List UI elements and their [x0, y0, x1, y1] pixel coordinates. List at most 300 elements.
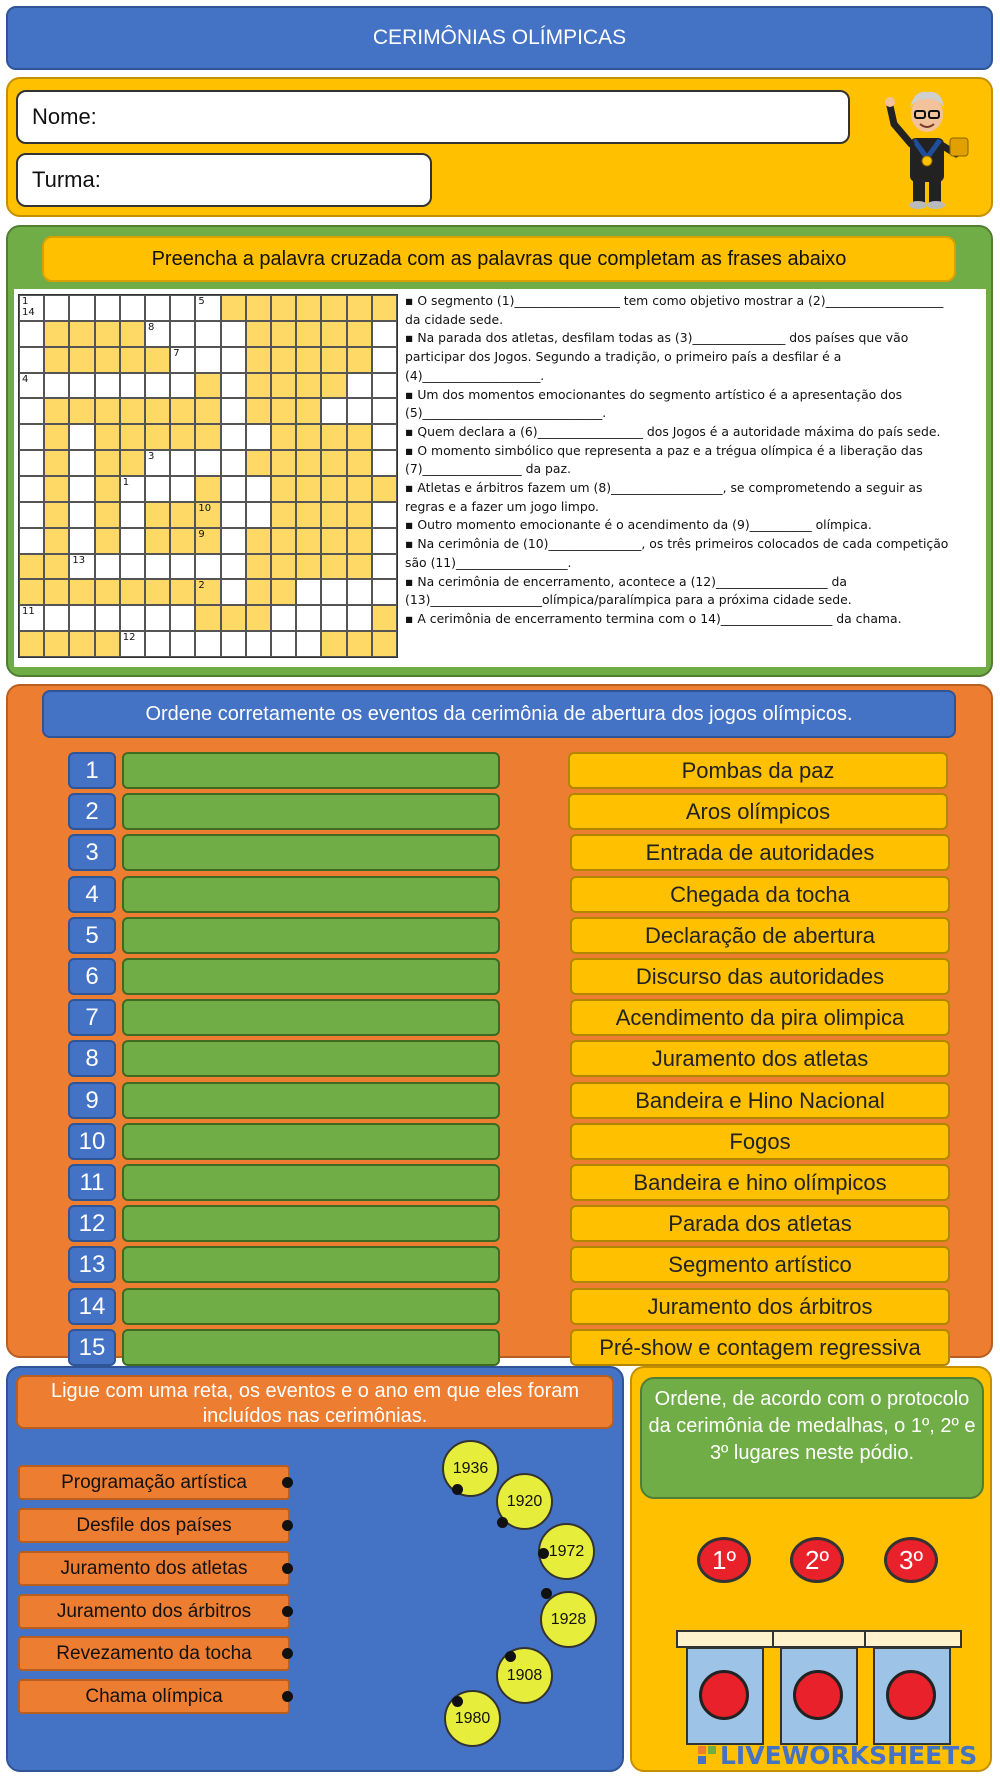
order-number: 6	[68, 958, 116, 995]
match-event-anchor[interactable]	[282, 1648, 293, 1659]
podium-step-left-top	[676, 1630, 776, 1648]
order-answer-slot[interactable]	[122, 1329, 500, 1366]
name-label: Nome:	[32, 104, 97, 129]
order-number: 9	[68, 1082, 116, 1119]
order-answer-slot[interactable]	[122, 793, 500, 830]
crossword-cell[interactable]	[195, 631, 220, 657]
order-number: 10	[68, 1123, 116, 1160]
crossword-block	[372, 605, 397, 631]
crossword-cell[interactable]	[19, 605, 44, 631]
crossword-block	[195, 579, 220, 605]
match-year-anchor[interactable]	[452, 1696, 463, 1707]
crossword-block	[195, 424, 220, 450]
crossword-instruction: Preencha a palavra cruzada com as palavras que completam as frases abaixo	[42, 236, 956, 282]
crossword-cell[interactable]	[170, 450, 195, 476]
crossword-cell[interactable]	[19, 398, 44, 424]
order-answer-slot[interactable]	[122, 752, 500, 789]
crossword-block	[95, 321, 120, 347]
crossword-cell[interactable]	[296, 631, 321, 657]
crossword-block	[145, 424, 170, 450]
crossword-block	[296, 554, 321, 580]
crossword-cell[interactable]	[69, 605, 94, 631]
crossword-block	[95, 398, 120, 424]
crossword-block	[170, 579, 195, 605]
event-card[interactable]: Bandeira e Hino Nacional	[570, 1082, 950, 1119]
crossword-cell[interactable]	[372, 321, 397, 347]
crossword-cell[interactable]	[170, 554, 195, 580]
crossword-cell[interactable]	[347, 398, 372, 424]
clue-line: ▪ O momento simbólico que representa a paz e a trégua olímpica é a liberação das	[405, 442, 923, 458]
crossword-cell[interactable]	[221, 373, 246, 399]
crossword-block	[321, 502, 346, 528]
order-number: 14	[68, 1288, 116, 1325]
match-event: Juramento dos atletas	[18, 1551, 290, 1586]
crossword-block	[44, 476, 69, 502]
crossword-block	[170, 528, 195, 554]
crossword-cell[interactable]	[19, 373, 44, 399]
clue-line: ▪ Quem declara a (6)_________________ dos Jogos é a autoridade máxima do país sede.	[405, 423, 941, 439]
order-answer-slot[interactable]	[122, 1205, 500, 1242]
ordering-instruction: Ordene corretamente os eventos da cerimônia de abertura dos jogos olímpicos.	[42, 690, 956, 738]
match-year-anchor[interactable]	[541, 1588, 552, 1599]
order-number: 15	[68, 1329, 116, 1366]
crossword-block	[145, 528, 170, 554]
event-card[interactable]: Entrada de autoridades	[570, 834, 950, 871]
crossword-block	[321, 631, 346, 657]
crossword-block	[95, 347, 120, 373]
crossword-cell[interactable]	[221, 631, 246, 657]
crossword-block	[296, 321, 321, 347]
event-card[interactable]: Pré-show e contagem regressiva	[570, 1329, 950, 1366]
order-number: 12	[68, 1205, 116, 1242]
crossword-block	[271, 502, 296, 528]
crossword-cell[interactable]	[195, 554, 220, 580]
event-card[interactable]: Declaração de abertura	[570, 917, 950, 954]
order-answer-slot[interactable]	[122, 876, 500, 913]
crossword-cell[interactable]	[221, 554, 246, 580]
order-answer-slot[interactable]	[122, 834, 500, 871]
crossword-cell[interactable]	[221, 321, 246, 347]
crossword-block	[347, 631, 372, 657]
crossword-cell[interactable]	[347, 373, 372, 399]
crossword-cell[interactable]	[69, 476, 94, 502]
crossword-block	[296, 424, 321, 450]
crossword-cell[interactable]	[120, 502, 145, 528]
crossword-block	[246, 398, 271, 424]
podium-drop-slot-right[interactable]	[886, 1670, 936, 1720]
order-answer-slot[interactable]	[122, 1288, 500, 1325]
crossword-cell[interactable]	[120, 631, 145, 657]
crossword-block	[170, 424, 195, 450]
crossword-block	[44, 450, 69, 476]
crossword-block	[271, 398, 296, 424]
crossword-block	[347, 528, 372, 554]
crossword-clue-number: 12	[122, 632, 136, 644]
order-answer-slot[interactable]	[122, 1246, 500, 1283]
crossword-cell[interactable]	[44, 373, 69, 399]
event-card[interactable]: Chegada da tocha	[570, 876, 950, 913]
crossword-cell[interactable]	[120, 476, 145, 502]
order-number: 13	[68, 1246, 116, 1283]
crossword-cell[interactable]	[120, 605, 145, 631]
crossword-cell[interactable]	[170, 373, 195, 399]
crossword-block	[321, 554, 346, 580]
crossword-cell[interactable]	[372, 450, 397, 476]
crossword-cell[interactable]	[44, 605, 69, 631]
crossword-clue-number: 5	[198, 296, 205, 307]
order-number: 8	[68, 1040, 116, 1077]
crossword-cell[interactable]	[321, 579, 346, 605]
crossword-block	[271, 347, 296, 373]
crossword-cell[interactable]	[145, 373, 170, 399]
event-card[interactable]: Juramento dos árbitros	[570, 1288, 950, 1325]
crossword-cell[interactable]	[321, 398, 346, 424]
crossword-cell[interactable]	[246, 424, 271, 450]
clue-line: (7)________________ da paz.	[405, 461, 571, 477]
match-year: 1980	[444, 1690, 501, 1747]
crossword-clue-number: 3	[148, 451, 155, 463]
match-year-anchor[interactable]	[497, 1517, 508, 1528]
clue-line: regras e a fazer um jogo limpo.	[405, 498, 599, 514]
crossword-grid	[18, 294, 398, 658]
crossword-block	[69, 321, 94, 347]
crossword-block	[246, 347, 271, 373]
crossword-clue-number: 1 14	[22, 296, 35, 318]
crossword-block	[246, 579, 271, 605]
match-year: 1972	[538, 1523, 595, 1580]
match-event-anchor[interactable]	[282, 1691, 293, 1702]
liveworksheets-logo	[698, 1740, 977, 1770]
crossword-clues	[405, 292, 985, 664]
clue-line: (4)___________________.	[405, 367, 545, 383]
match-event-anchor[interactable]	[282, 1520, 293, 1531]
order-number: 3	[68, 834, 116, 871]
match-year-anchor[interactable]	[505, 1651, 516, 1662]
crossword-clue-number: 2	[198, 580, 205, 592]
crossword-block	[271, 554, 296, 580]
crossword-block	[120, 579, 145, 605]
crossword-block	[120, 424, 145, 450]
order-answer-slot[interactable]	[122, 1082, 500, 1119]
crossword-block	[95, 528, 120, 554]
clue-line: ▪ Na cerimônia de encerramento, acontece a (12)__________________ da	[405, 573, 847, 589]
crossword-block	[44, 554, 69, 580]
place-3-token[interactable]: 3º	[884, 1537, 938, 1583]
crossword-cell[interactable]	[372, 528, 397, 554]
podium-step-middle-top	[772, 1630, 868, 1648]
place-1-token[interactable]: 1º	[697, 1537, 751, 1583]
clue-line: (13)__________________olímpica/paralímpica para a próxima cidade sede.	[405, 592, 852, 608]
crossword-cell[interactable]	[145, 631, 170, 657]
clue-line: ▪ Na cerimônia de (10)_______________, os três primeiros colocados de cada competição	[405, 536, 949, 552]
event-card[interactable]: Segmento artístico	[570, 1246, 950, 1283]
crossword-block	[19, 631, 44, 657]
podium-drop-slot-left[interactable]	[699, 1670, 749, 1720]
crossword-block	[296, 373, 321, 399]
order-number: 2	[68, 793, 116, 830]
crossword-block	[296, 528, 321, 554]
crossword-cell[interactable]	[145, 554, 170, 580]
crossword-block	[347, 502, 372, 528]
crossword-cell[interactable]	[19, 528, 44, 554]
crossword-block	[321, 528, 346, 554]
crossword-block	[195, 528, 220, 554]
class-field[interactable]	[16, 153, 432, 207]
crossword-cell[interactable]	[95, 295, 120, 321]
event-card[interactable]: Juramento dos atletas	[570, 1040, 950, 1077]
crossword-block	[221, 605, 246, 631]
crossword-clue-number: 8	[148, 321, 155, 333]
crossword-cell[interactable]	[170, 605, 195, 631]
name-field[interactable]	[16, 90, 850, 144]
crossword-cell[interactable]	[120, 373, 145, 399]
teacher-avatar	[880, 84, 972, 212]
crossword-block	[246, 321, 271, 347]
crossword-block	[271, 424, 296, 450]
crossword-block	[321, 424, 346, 450]
crossword-cell[interactable]	[19, 502, 44, 528]
crossword-cell[interactable]	[221, 424, 246, 450]
crossword-cell[interactable]	[19, 295, 44, 321]
crossword-cell[interactable]	[170, 631, 195, 657]
crossword-block	[372, 476, 397, 502]
order-number: 5	[68, 917, 116, 954]
crossword-cell[interactable]	[69, 295, 94, 321]
crossword-cell[interactable]	[95, 605, 120, 631]
crossword-clue-number: 4	[22, 373, 29, 385]
crossword-block	[321, 450, 346, 476]
crossword-block	[347, 347, 372, 373]
crossword-block	[271, 373, 296, 399]
match-year-anchor[interactable]	[538, 1548, 549, 1559]
crossword-cell[interactable]	[372, 502, 397, 528]
crossword-block	[246, 450, 271, 476]
match-event: Juramento dos árbitros	[18, 1594, 290, 1629]
crossword-cell[interactable]	[120, 528, 145, 554]
crossword-block	[44, 502, 69, 528]
crossword-cell[interactable]	[19, 450, 44, 476]
podium-drop-slot-middle[interactable]	[793, 1670, 843, 1720]
crossword-block	[195, 502, 220, 528]
match-year: 1936	[442, 1440, 499, 1497]
crossword-block	[321, 295, 346, 321]
crossword-block	[296, 476, 321, 502]
crossword-cell[interactable]	[69, 424, 94, 450]
crossword-cell[interactable]	[296, 579, 321, 605]
crossword-cell[interactable]	[95, 373, 120, 399]
crossword-cell[interactable]	[120, 554, 145, 580]
crossword-cell[interactable]	[347, 579, 372, 605]
crossword-cell[interactable]	[195, 347, 220, 373]
clue-line: ▪ A cerimônia de encerramento termina com o 14)__________________ da chama.	[405, 610, 902, 626]
crossword-block	[195, 476, 220, 502]
crossword-cell[interactable]	[221, 398, 246, 424]
crossword-cell[interactable]	[170, 321, 195, 347]
crossword-cell[interactable]	[246, 476, 271, 502]
crossword-cell[interactable]	[170, 295, 195, 321]
crossword-block	[372, 295, 397, 321]
crossword-cell[interactable]	[195, 321, 220, 347]
clue-line: ▪ O segmento (1)_________________ tem como objetivo mostrar a (2)___________________	[405, 293, 944, 308]
crossword-cell[interactable]	[296, 605, 321, 631]
order-answer-slot[interactable]	[122, 917, 500, 954]
crossword-block	[271, 476, 296, 502]
crossword-cell[interactable]	[221, 528, 246, 554]
order-number: 7	[68, 999, 116, 1036]
match-event-anchor[interactable]	[282, 1606, 293, 1617]
crossword-cell[interactable]	[372, 347, 397, 373]
clue-line: participar dos Jogos. Segundo a tradição, o primeiro país a desfilar é a	[405, 349, 842, 365]
crossword-cell[interactable]	[271, 605, 296, 631]
crossword-block	[44, 321, 69, 347]
class-label: Turma:	[32, 167, 101, 192]
crossword-cell[interactable]	[246, 631, 271, 657]
crossword-cell[interactable]	[19, 321, 44, 347]
clue-line: ▪ Atletas e árbitros fazem um (8)__________________, se comprometendo a seguir as	[405, 480, 923, 496]
order-answer-slot[interactable]	[122, 958, 500, 995]
match-event: Revezamento da tocha	[18, 1636, 290, 1671]
crossword-block	[44, 398, 69, 424]
crossword-block	[246, 373, 271, 399]
crossword-cell[interactable]	[221, 450, 246, 476]
crossword-block	[95, 450, 120, 476]
order-answer-slot[interactable]	[122, 1164, 500, 1201]
crossword-cell[interactable]	[19, 476, 44, 502]
crossword-cell[interactable]	[145, 476, 170, 502]
order-number: 11	[68, 1164, 116, 1201]
crossword-cell[interactable]	[271, 631, 296, 657]
crossword-block	[296, 347, 321, 373]
crossword-block	[145, 398, 170, 424]
crossword-cell[interactable]	[221, 579, 246, 605]
crossword-cell[interactable]	[221, 502, 246, 528]
crossword-cell[interactable]	[372, 579, 397, 605]
crossword-block	[271, 528, 296, 554]
crossword-cell[interactable]	[95, 554, 120, 580]
crossword-block	[321, 476, 346, 502]
match-year: 1908	[496, 1647, 553, 1704]
crossword-cell[interactable]	[372, 373, 397, 399]
crossword-block	[120, 398, 145, 424]
clue-line: (5)_____________________________.	[405, 405, 607, 421]
crossword-cell[interactable]	[69, 373, 94, 399]
crossword-cell[interactable]	[221, 347, 246, 373]
event-card[interactable]: Bandeira e hino olímpicos	[570, 1164, 950, 1201]
crossword-cell[interactable]	[19, 424, 44, 450]
crossword-block	[271, 295, 296, 321]
crossword-block	[296, 502, 321, 528]
place-2-token[interactable]: 2º	[790, 1537, 844, 1583]
crossword-cell[interactable]	[19, 347, 44, 373]
crossword-cell[interactable]	[372, 554, 397, 580]
crossword-cell[interactable]	[69, 528, 94, 554]
crossword-cell[interactable]	[145, 605, 170, 631]
crossword-cell[interactable]	[69, 502, 94, 528]
crossword-block	[95, 476, 120, 502]
crossword-cell[interactable]	[145, 295, 170, 321]
event-card[interactable]: Aros olímpicos	[568, 793, 948, 830]
crossword-clue-number: 9	[198, 528, 205, 540]
clue-line: ▪ Um dos momentos emocionantes do segmento artístico é a apresentação dos	[405, 386, 903, 402]
crossword-block	[19, 554, 44, 580]
crossword-cell[interactable]	[372, 424, 397, 450]
crossword-block	[246, 528, 271, 554]
crossword-cell[interactable]	[170, 476, 195, 502]
match-year: 1928	[540, 1591, 597, 1648]
crossword-block	[347, 554, 372, 580]
crossword-block	[44, 347, 69, 373]
crossword-cell[interactable]	[44, 295, 69, 321]
crossword-block	[195, 605, 220, 631]
event-card[interactable]: Pombas da paz	[568, 752, 948, 789]
crossword-cell[interactable]	[120, 295, 145, 321]
crossword-block	[95, 631, 120, 657]
crossword-cell[interactable]	[372, 398, 397, 424]
crossword-cell[interactable]	[145, 321, 170, 347]
crossword-block	[271, 579, 296, 605]
crossword-block	[69, 398, 94, 424]
order-answer-slot[interactable]	[122, 1040, 500, 1077]
crossword-cell[interactable]	[347, 605, 372, 631]
match-year-anchor[interactable]	[452, 1484, 463, 1495]
crossword-clue-number: 11	[22, 606, 35, 618]
crossword-block	[170, 398, 195, 424]
event-card[interactable]: Parada dos atletas	[570, 1205, 950, 1242]
event-card[interactable]: Fogos	[570, 1123, 950, 1160]
crossword-block	[271, 321, 296, 347]
crossword-block	[347, 424, 372, 450]
clue-line: ▪ Na parada dos atletas, desfilam todas as (3)_______________ dos países que vão	[405, 330, 909, 346]
crossword-block	[296, 398, 321, 424]
match-year: 1920	[496, 1473, 553, 1530]
crossword-block	[145, 579, 170, 605]
crossword-cell[interactable]	[145, 450, 170, 476]
match-event-anchor[interactable]	[282, 1563, 293, 1574]
crossword-block	[170, 502, 195, 528]
crossword-block	[145, 347, 170, 373]
crossword-block	[372, 631, 397, 657]
order-answer-slot[interactable]	[122, 1123, 500, 1160]
crossword-block	[95, 579, 120, 605]
crossword-cell[interactable]	[69, 554, 94, 580]
match-event-anchor[interactable]	[282, 1477, 293, 1488]
event-card[interactable]: Discurso das autoridades	[570, 958, 950, 995]
crossword-cell[interactable]	[246, 502, 271, 528]
crossword-cell[interactable]	[195, 450, 220, 476]
order-number: 4	[68, 876, 116, 913]
crossword-block	[321, 347, 346, 373]
crossword-cell[interactable]	[195, 295, 220, 321]
crossword-block	[44, 579, 69, 605]
match-event: Programação artística	[18, 1465, 290, 1500]
event-card[interactable]: Acendimento da pira olimpica	[570, 999, 950, 1036]
crossword-cell[interactable]	[69, 450, 94, 476]
match-event: Chama olímpica	[18, 1679, 290, 1714]
order-answer-slot[interactable]	[122, 999, 500, 1036]
match-event: Desfile dos países	[18, 1508, 290, 1543]
crossword-cell[interactable]	[321, 605, 346, 631]
clue-line: da cidade sede.	[405, 311, 504, 327]
page-title: CERIMÔNIAS OLÍMPICAS	[6, 6, 993, 70]
crossword-cell[interactable]	[221, 476, 246, 502]
crossword-clue-number: 13	[72, 554, 86, 566]
order-number: 1	[68, 752, 116, 789]
podium-instruction: Ordene, de acordo com o protocolo da cerimônia de medalhas, o 1º, 2º e 3º lugares neste pódio.	[640, 1377, 984, 1499]
crossword-block	[347, 321, 372, 347]
clue-line: ▪ Outro momento emocionante é o acendimento da (9)__________ olímpica.	[405, 517, 872, 533]
crossword-cell[interactable]	[170, 347, 195, 373]
crossword-block	[347, 295, 372, 321]
